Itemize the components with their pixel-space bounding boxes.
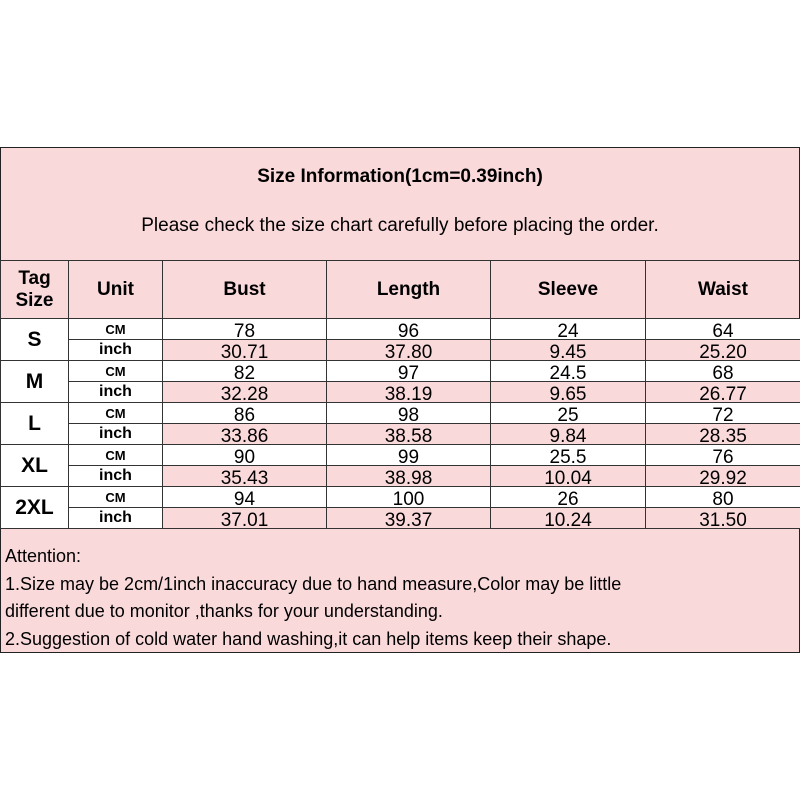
unit-inch: inch — [69, 382, 163, 403]
sleeve-inch: 9.65 — [549, 384, 587, 405]
attention-note-1: 1.Size may be 2cm/1inch inaccuracy due to hand measure,Color may be little — [5, 573, 622, 594]
waist-inch: 26.77 — [699, 384, 747, 405]
table-row — [1, 508, 800, 529]
header-tag-label: Tag — [18, 267, 51, 289]
size-label: XL — [1, 445, 69, 487]
waist-inch: 28.35 — [699, 426, 747, 447]
unit-cm: CM — [69, 319, 163, 340]
unit-cm: CM — [69, 487, 163, 508]
bust-cm: 78 — [233, 321, 256, 342]
table-row — [1, 319, 800, 340]
unit-inch: inch — [69, 340, 163, 361]
attention-note-2: 2.Suggestion of cold water hand washing,it can help items keep their shape. — [5, 628, 612, 649]
sleeve-cm: 24 — [557, 321, 579, 342]
header-waist: Waist — [646, 261, 800, 319]
length-inch: 39.37 — [384, 510, 433, 531]
header-bust: Bust — [163, 261, 327, 319]
header-sleeve: Sleeve — [491, 261, 646, 319]
bust-inch: 32.28 — [220, 384, 269, 405]
table-row — [1, 424, 800, 445]
header-size-label: Size — [15, 289, 54, 311]
length-cm: 99 — [397, 447, 420, 468]
sleeve-inch: 10.24 — [544, 510, 592, 531]
sleeve-inch: 9.45 — [549, 342, 587, 363]
bust-inch: 33.86 — [220, 426, 269, 447]
sleeve-cm: 25 — [557, 405, 579, 426]
table-row — [1, 445, 800, 466]
table-row — [1, 340, 800, 361]
chart-subtitle: Please check the size chart carefully before placing the order. — [141, 215, 659, 236]
table-row — [1, 361, 800, 382]
size-label: S — [1, 319, 69, 361]
unit-cm: CM — [69, 403, 163, 424]
table-row — [1, 466, 800, 487]
table-row — [1, 382, 800, 403]
unit-cm: CM — [69, 361, 163, 382]
size-table — [0, 260, 800, 529]
waist-cm: 72 — [712, 405, 734, 426]
bust-cm: 86 — [233, 405, 256, 426]
size-label: L — [1, 403, 69, 445]
waist-inch: 25.20 — [699, 342, 747, 363]
unit-cm: CM — [69, 445, 163, 466]
header-length: Length — [327, 261, 491, 319]
bust-cm: 82 — [233, 363, 256, 384]
length-cm: 100 — [392, 489, 425, 510]
bust-inch: 37.01 — [220, 510, 269, 531]
waist-cm: 80 — [712, 489, 734, 510]
length-cm: 98 — [397, 405, 420, 426]
sleeve-inch: 10.04 — [544, 468, 592, 489]
unit-inch: inch — [69, 508, 163, 529]
length-cm: 96 — [397, 321, 420, 342]
bust-inch: 35.43 — [220, 468, 269, 489]
sleeve-inch: 9.84 — [549, 426, 587, 447]
sleeve-cm: 26 — [557, 489, 579, 510]
length-inch: 38.58 — [384, 426, 433, 447]
table-header-row — [1, 261, 800, 319]
bust-inch: 30.71 — [220, 342, 269, 363]
attention-notes — [5, 543, 795, 653]
waist-inch: 29.92 — [699, 468, 747, 489]
length-inch: 38.19 — [384, 384, 433, 405]
unit-inch: inch — [69, 424, 163, 445]
attention-heading: Attention: — [5, 546, 82, 566]
waist-cm: 68 — [712, 363, 734, 384]
chart-title: Size Information(1cm=0.39inch) — [257, 166, 543, 187]
length-cm: 97 — [397, 363, 420, 384]
header-tag-size — [1, 261, 69, 319]
waist-cm: 76 — [712, 447, 734, 468]
attention-note-1-continued: different due to monitor ,thanks for your understanding. — [5, 601, 443, 621]
sleeve-cm: 24.5 — [549, 363, 587, 384]
size-label: M — [1, 361, 69, 403]
size-label: 2XL — [1, 487, 69, 529]
bust-cm: 94 — [233, 489, 256, 510]
unit-inch: inch — [69, 466, 163, 487]
waist-cm: 64 — [712, 321, 734, 342]
header-unit: Unit — [69, 261, 163, 319]
length-inch: 37.80 — [384, 342, 433, 363]
length-inch: 38.98 — [384, 468, 433, 489]
bust-cm: 90 — [233, 447, 256, 468]
waist-inch: 31.50 — [699, 510, 747, 531]
table-row — [1, 403, 800, 424]
table-row — [1, 487, 800, 508]
sleeve-cm: 25.5 — [549, 447, 587, 468]
